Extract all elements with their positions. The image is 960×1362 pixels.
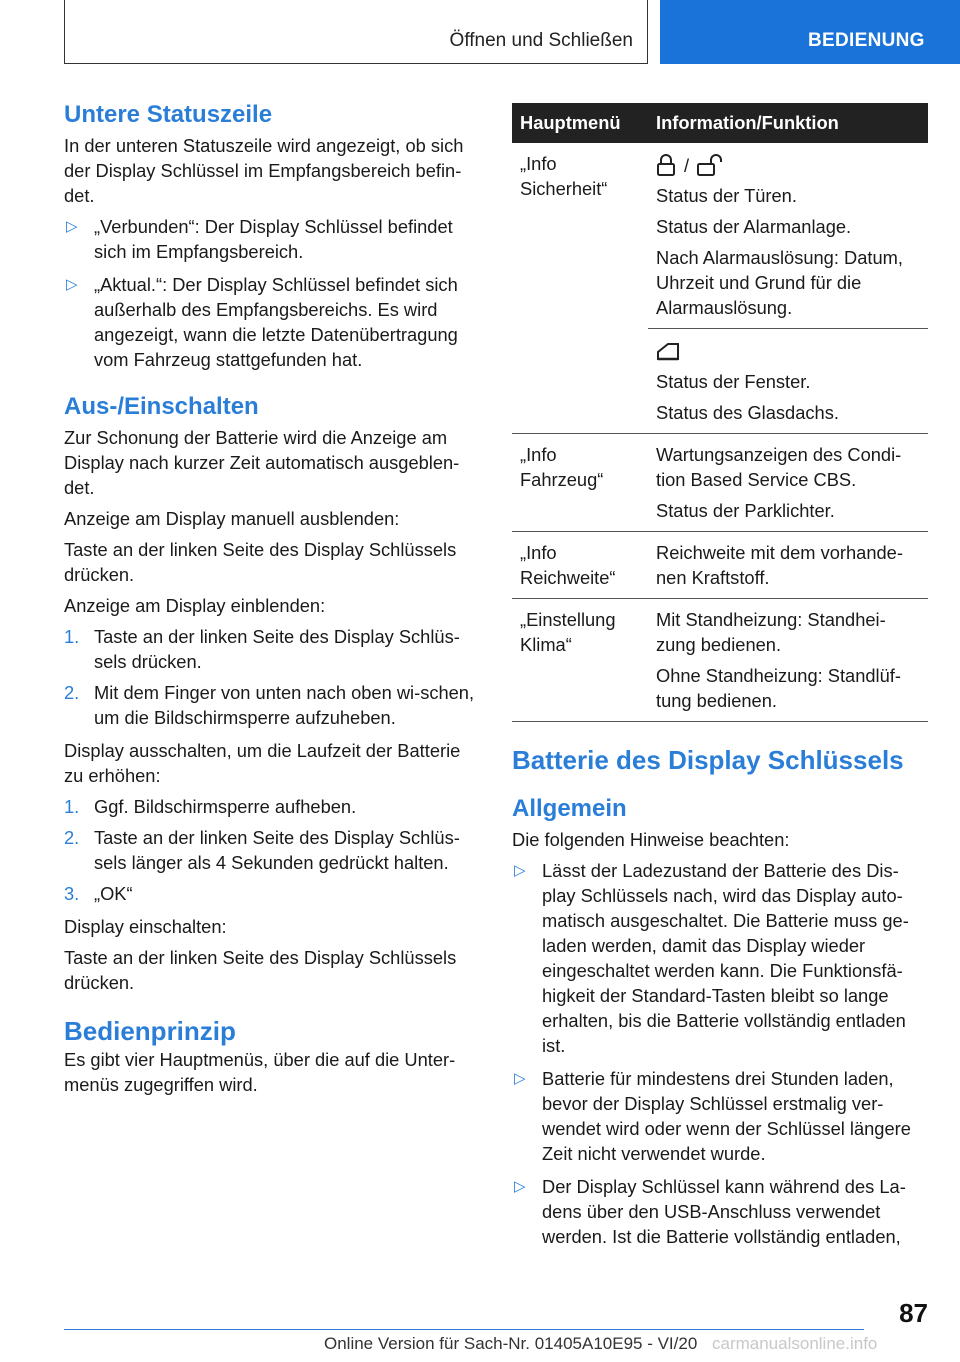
triangle-right-icon: ▷ — [66, 218, 78, 235]
numbered-list — [64, 794, 480, 906]
icon-separator: / — [684, 154, 690, 176]
right-column — [512, 100, 928, 1257]
heading-aus-einschalten: Aus-/Einschalten — [64, 393, 259, 420]
paragraph: Es gibt vier Hauptmenüs, über die auf die Unter-menüs zugegriffen wird. — [64, 1049, 456, 1095]
list-item: ▷ „Aktual.“: Der Display Schlüssel befindet sich außerhalb des Empfangsbereichs. Es wird angezeigt, wann die letzte Datenübertragung vom Fahrzeug stattgefunden hat. — [66, 274, 458, 370]
numbered-list — [64, 624, 480, 730]
info-cell: Mit Standheizung: Standhei-zung bedienen. Ohne Standheizung: Standlüf-tung bedienen. — [648, 599, 928, 722]
triangle-right-icon: ▷ — [66, 276, 78, 293]
lock-icons — [656, 151, 920, 179]
chapter-title: Öffnen und Schließen — [449, 30, 633, 51]
paragraph: Anzeige am Display einblenden: — [64, 595, 326, 616]
list-item: 2. Taste an der linken Seite des Display Schlüs-sels länger als 4 Sekunden gedrückt halten. — [64, 827, 460, 873]
list-item: 2. Mit dem Finger von unten nach oben wi-schen, um die Bildschirmsperre aufzuheben. — [64, 682, 475, 728]
section-tab — [660, 0, 960, 64]
left-column — [64, 100, 480, 1103]
paragraph: In der unteren Statuszeile wird angezeigt, ob sich der Display Schlüssel im Empfangsbereich befin-det. — [64, 135, 464, 206]
table-row — [512, 599, 928, 722]
table-header-row — [512, 103, 928, 143]
paragraph: Zur Schonung der Batterie wird die Anzeige am Display nach kurzer Zeit automatisch ausgeblen-det. — [64, 427, 460, 498]
section-title: BEDIENUNG — [808, 30, 925, 51]
lock-open-icon — [697, 154, 723, 176]
menu-cell: „Info Fahrzeug“ — [512, 434, 648, 532]
column-header: Hauptmenü — [512, 103, 648, 143]
heading-batterie: Batterie des Display Schlüssels — [512, 745, 904, 775]
triangle-right-icon: ▷ — [514, 862, 526, 879]
info-cell: Reichweite mit dem vorhande-nen Kraftstoff. — [648, 532, 928, 599]
list-item: ▷ Batterie für mindestens drei Stunden laden, bevor der Display Schlüssel erstmalig ver-wendet wird oder wenn der Schlüssel längere Zeit nicht verwendet wurde. — [514, 1068, 911, 1164]
list-item: 1. Taste an der linken Seite des Display Schlüs-sels drücken. — [64, 626, 460, 672]
lock-closed-icon — [656, 154, 676, 176]
list-item: 3. „OK“ — [64, 883, 133, 904]
paragraph: Anzeige am Display manuell ausblenden: — [64, 508, 400, 529]
column-header: Information/Funktion — [648, 103, 928, 143]
window-icons — [656, 337, 920, 365]
paragraph: Taste an der linken Seite des Display Schlüssels drücken. — [64, 947, 457, 993]
table-row — [512, 143, 928, 329]
table-row — [512, 532, 928, 599]
triangle-right-icon: ▷ — [514, 1178, 526, 1195]
footer-rule — [64, 1329, 864, 1330]
list-item: ▷ Der Display Schlüssel kann während des La-dens über den USB-Anschluss verwendet werden. Ist die Batterie vollständig entladen, — [514, 1176, 906, 1247]
list-item: ▷ „Verbunden“: Der Display Schlüssel befindet sich im Empfangsbereich. — [66, 216, 453, 262]
heading-untere-statuszeile: Untere Statuszeile — [64, 101, 273, 128]
paragraph: Display ausschalten, um die Laufzeit der Batterie zu erhöhen: — [64, 740, 461, 786]
page-number: 87 — [899, 1298, 928, 1328]
info-cell: Status der Fenster. Status des Glasdachs. — [648, 329, 928, 434]
bullet-list — [64, 214, 480, 372]
footer-text: Online Version für Sach-Nr. 01405A10E95 - VI/20 — [324, 1334, 698, 1353]
menu-cell: „Info Reichweite“ — [512, 532, 648, 599]
heading-bedienprinzip: Bedienprinzip — [64, 1016, 236, 1046]
paragraph: Taste an der linken Seite des Display Schlüssels drücken. — [64, 539, 457, 585]
paragraph: Die folgenden Hinweise beachten: — [512, 829, 790, 850]
paragraph: Display einschalten: — [64, 916, 227, 937]
bullet-list — [512, 858, 928, 1249]
info-cell: Wartungsanzeigen des Condi-tion Based Service CBS. Status der Parklichter. — [648, 434, 928, 532]
menu-cell: „Einstellung Klima“ — [512, 599, 648, 722]
window-icon — [656, 341, 680, 361]
list-item: 1. Ggf. Bildschirmsperre aufheben. — [64, 796, 357, 817]
chapter-tab — [64, 0, 648, 64]
info-cell: / Status der Türen. Status der Alarmanlage. Nach Alarmauslösung: Datum, Uhrzeit und Grund für die Alarmauslösung. — [648, 143, 928, 329]
heading-allgemein: Allgemein — [512, 795, 627, 822]
menu-cell: „Info Sicherheit“ — [512, 143, 648, 434]
table-row — [512, 434, 928, 532]
watermark: carmanualsonline.info — [712, 1334, 878, 1353]
main-menu-table — [512, 103, 928, 722]
triangle-right-icon: ▷ — [514, 1070, 526, 1087]
list-item: ▷ Lässt der Ladezustand der Batterie des Dis-play Schlüssels nach, wird das Display auto-matisch ausgeschaltet. Die Batterie muss ge-laden werden, damit das Display wieder eingeschaltet werden kann. Die Funktionsfä-higkeit der Standard-Tasten bleibt so lange erhalten, bis die Batterie vollständig entladen ist. — [514, 860, 909, 1056]
